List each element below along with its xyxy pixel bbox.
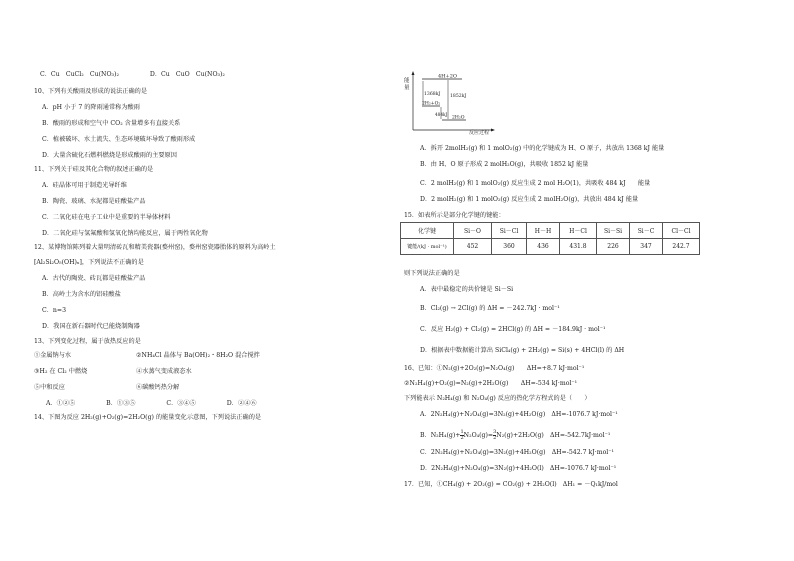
level-products-label: 2H₂O bbox=[452, 115, 465, 121]
q15-prompt: 则下列说法正确的是 bbox=[404, 270, 460, 277]
q10-stem: 10、下列有关酸雨及形成的说法正确的是 bbox=[34, 88, 148, 95]
q13-item-3: ③H₂ 在 Cl₂ 中燃烧 bbox=[34, 368, 88, 375]
energy-diagram bbox=[402, 70, 512, 135]
level-reactants-label: 2H₂+O₂ bbox=[422, 101, 441, 107]
fraction-num: 1 bbox=[460, 429, 464, 435]
fraction-den: 2 bbox=[493, 435, 497, 441]
table-cell: 452 bbox=[454, 239, 492, 255]
table-cell: 360 bbox=[492, 239, 527, 255]
q11-option-c: C．二氧化硅在电子工业中是重要的半导体材料 bbox=[42, 214, 171, 221]
y-axis-arrow bbox=[412, 71, 415, 75]
q16-stem: 下列能表示 N₂H₄(g) 和 N₂O₄(g) 反应的热化学方程式的是（ ） bbox=[404, 395, 591, 402]
table-header-cell: Si－Si bbox=[597, 223, 630, 239]
q16-given-1: 16、已知：①N₂(g)+2O₂(g)=N₂O₄(g) ΔH=+8.7 kJ·mol⁻¹ bbox=[404, 365, 585, 372]
table-header-cell: H－H bbox=[527, 223, 560, 239]
q15-stem: 15．如表所示是部分化学键的键能： bbox=[404, 212, 505, 219]
x-axis-arrow bbox=[491, 129, 495, 132]
table-cell: 347 bbox=[630, 239, 663, 255]
q13-stem: 13、下列变化过程，属于放热反应的是 bbox=[34, 338, 141, 345]
table-header-cell: 化学键 bbox=[401, 223, 454, 239]
q16-option-a: A．2N₂H₄(g)+N₂O₄(g)=3N₂(g)+4H₂O(g) ΔH=-1076.7 kJ·mol⁻¹ bbox=[420, 411, 618, 418]
table-cell: 226 bbox=[597, 239, 630, 255]
q12-option-c: C．n=3 bbox=[42, 307, 67, 314]
table-cell: 242.7 bbox=[663, 239, 700, 255]
bond-energy-table bbox=[400, 222, 700, 255]
q14-option-c: C．2 molH₂(g) 和 1 molO₂(g) 反应生成 2 mol H₂O(1)，共吸收 484 kJ 能量 bbox=[420, 180, 651, 187]
fraction-num: 3 bbox=[493, 429, 497, 435]
q13-answers: A．①②⑤ B．①③⑤ C．③④⑤ D．②④⑥ bbox=[46, 400, 257, 407]
q16-given-2: ②N₂H₄(g)+O₂(g)=N₂(g)+2H₂O(g) ΔH=-534 kJ·mol⁻¹ bbox=[404, 380, 578, 387]
table-cell: 431.8 bbox=[560, 239, 597, 255]
q11-option-a: A．硅晶体可用于制造光导纤维 bbox=[42, 182, 127, 189]
y-label-2: 量 bbox=[404, 85, 410, 91]
table-cell: 436 bbox=[527, 239, 560, 255]
q14-option-b: B．由 H、O 原子形成 2 molH₂O(g)，共吸收 1852 kJ 能量 bbox=[420, 161, 589, 168]
label-1852: 1852kJ bbox=[450, 94, 467, 99]
q16-b-part1: B．N₂H₄(g)+ bbox=[420, 432, 461, 439]
q14-option-d: D．2 molH₂(g) 和 1 molO₂(g) 反应生成 2 molH₂O(g)，共放出 484 kJ 能量 bbox=[420, 196, 639, 203]
level-atoms-label: 4H+2O bbox=[438, 73, 458, 80]
q15-option-c: C．反应 H₂(g) + Cl₂(g) = 2HCl(g) 的 ΔH = －184.9kJ · mol⁻¹ bbox=[420, 326, 606, 333]
q12-stem-line2: [Al₂Si₂O₅(OH)ₓ]，下列说法不正确的是 bbox=[34, 259, 144, 266]
q14-option-a: A．拆开 2molH₂(g) 和 1 molO₂(g) 中的化学键成为 H、O 原子，共放出 1368 kJ 能量 bbox=[420, 145, 665, 152]
label-1368: 1368kJ bbox=[424, 92, 441, 97]
x-label: 反应过程 bbox=[469, 130, 490, 135]
q16-option-b bbox=[420, 430, 610, 441]
q13-item-1: ①金属钠与水 bbox=[34, 352, 72, 359]
q13-item-4: ④水蒸气变成液态水 bbox=[136, 368, 192, 375]
q14-stem: 14、下图为反应 2H₂(g)+O₂(g)=2H₂O(g) 的能量变化示意图，下列说法正确的是 bbox=[34, 414, 262, 421]
table-header-cell: Si－Cl bbox=[492, 223, 527, 239]
table-header-cell: Cl－Cl bbox=[663, 223, 700, 239]
q13-item-6: ⑥碳酸钙热分解 bbox=[136, 384, 180, 391]
q16-b-part3: N₂(g)+2H₂O(g) ΔH=-542.7kJ·mol⁻¹ bbox=[496, 432, 611, 439]
q10-option-a: A．pH 小于 7 的降雨通常称为酸雨 bbox=[42, 104, 140, 111]
q10-option-c: C．植被破坏、水土流失、生态环境破坏导致了酸雨形成 bbox=[42, 136, 196, 143]
q11-option-b: B．陶瓷、玻璃、水泥都是硅酸盐产品 bbox=[42, 198, 146, 205]
q10-option-d: D．大量含硫化石燃料燃烧是形成酸雨的主要原因 bbox=[42, 152, 177, 159]
q15-option-b: B．Cl₂(g) → 2Cl(g) 的 ΔH = －242.7kJ · mol⁻¹ bbox=[420, 305, 560, 312]
q15-option-d: D．根据表中数据能计算出 SiCl₄(g) + 2H₂(g) = Si(s) + 4HCl(l) 的 ΔH bbox=[420, 347, 625, 354]
q13-item-5: ⑤中和反应 bbox=[34, 384, 65, 391]
table-header-cell: Si－C bbox=[630, 223, 663, 239]
table-header-row bbox=[401, 223, 700, 239]
q10-option-b: B．酸雨的形成和空气中 CO₂ 含量增多有直接关系 bbox=[42, 120, 181, 127]
table-row-label: 键能/(kJ · mol⁻¹) bbox=[401, 239, 454, 255]
table-header-cell: Si－O bbox=[454, 223, 492, 239]
q15-option-a: A．表中最稳定的共价键是 Si－Si bbox=[420, 286, 514, 293]
q13-item-2: ②NH₄Cl 晶体与 Ba(OH)₂・8H₂O 混合搅拌 bbox=[136, 352, 260, 359]
q16-option-c: C．2N₂H₄(g)+N₂O₄(g)=3N₂(g)+4H₂O(g) ΔH=-542.7 kJ·mol⁻¹ bbox=[420, 449, 615, 456]
q12-option-b: B．高岭土为含水的铝硅酸盐 bbox=[42, 291, 121, 298]
q11-option-d: D．二氧化硅与氢氟酸和氢氧化钠均能反应，属于两性氧化物 bbox=[42, 230, 208, 237]
q12-option-a: A．古代的陶瓷、砖瓦都是硅酸盐产品 bbox=[42, 275, 146, 282]
label-484: 484kJ bbox=[435, 112, 448, 117]
fraction-den: 2 bbox=[460, 435, 464, 441]
table-row bbox=[401, 239, 700, 255]
q16-option-d: D．2N₂H₄(g)+N₂O₄(g)=3N₂(g)+4H₂O(l) ΔH=-1076.7 kJ·mol⁻¹ bbox=[420, 465, 617, 472]
q16-b-part2: N₂O₄(g)= bbox=[463, 432, 494, 439]
q17-stem: 17．已知，①CH₄(g) + 2O₂(g) = CO₂(g) + 2H₂O(l) ΔH₁ = －Q₁kJ/mol bbox=[404, 481, 618, 488]
table-header-cell: H－Cl bbox=[560, 223, 597, 239]
q12-option-d: D．我国在新石器时代已能烧制陶器 bbox=[42, 323, 140, 330]
q9-options: C．Cu CuCl₂ Cu(NO₃)₂ D．Cu CuO Cu(NO₃)₂ bbox=[40, 71, 225, 78]
q11-stem: 11、下列关于硅及其化合物的叙述正确的是 bbox=[34, 166, 154, 173]
q12-stem-line1: 12、某博物馆陈列着大量明清砖瓦和精美瓷器(婺州窑)，婺州窑瓷器胎体的原料为高岭土 bbox=[34, 244, 276, 251]
y-label-1: 能 bbox=[404, 78, 410, 84]
